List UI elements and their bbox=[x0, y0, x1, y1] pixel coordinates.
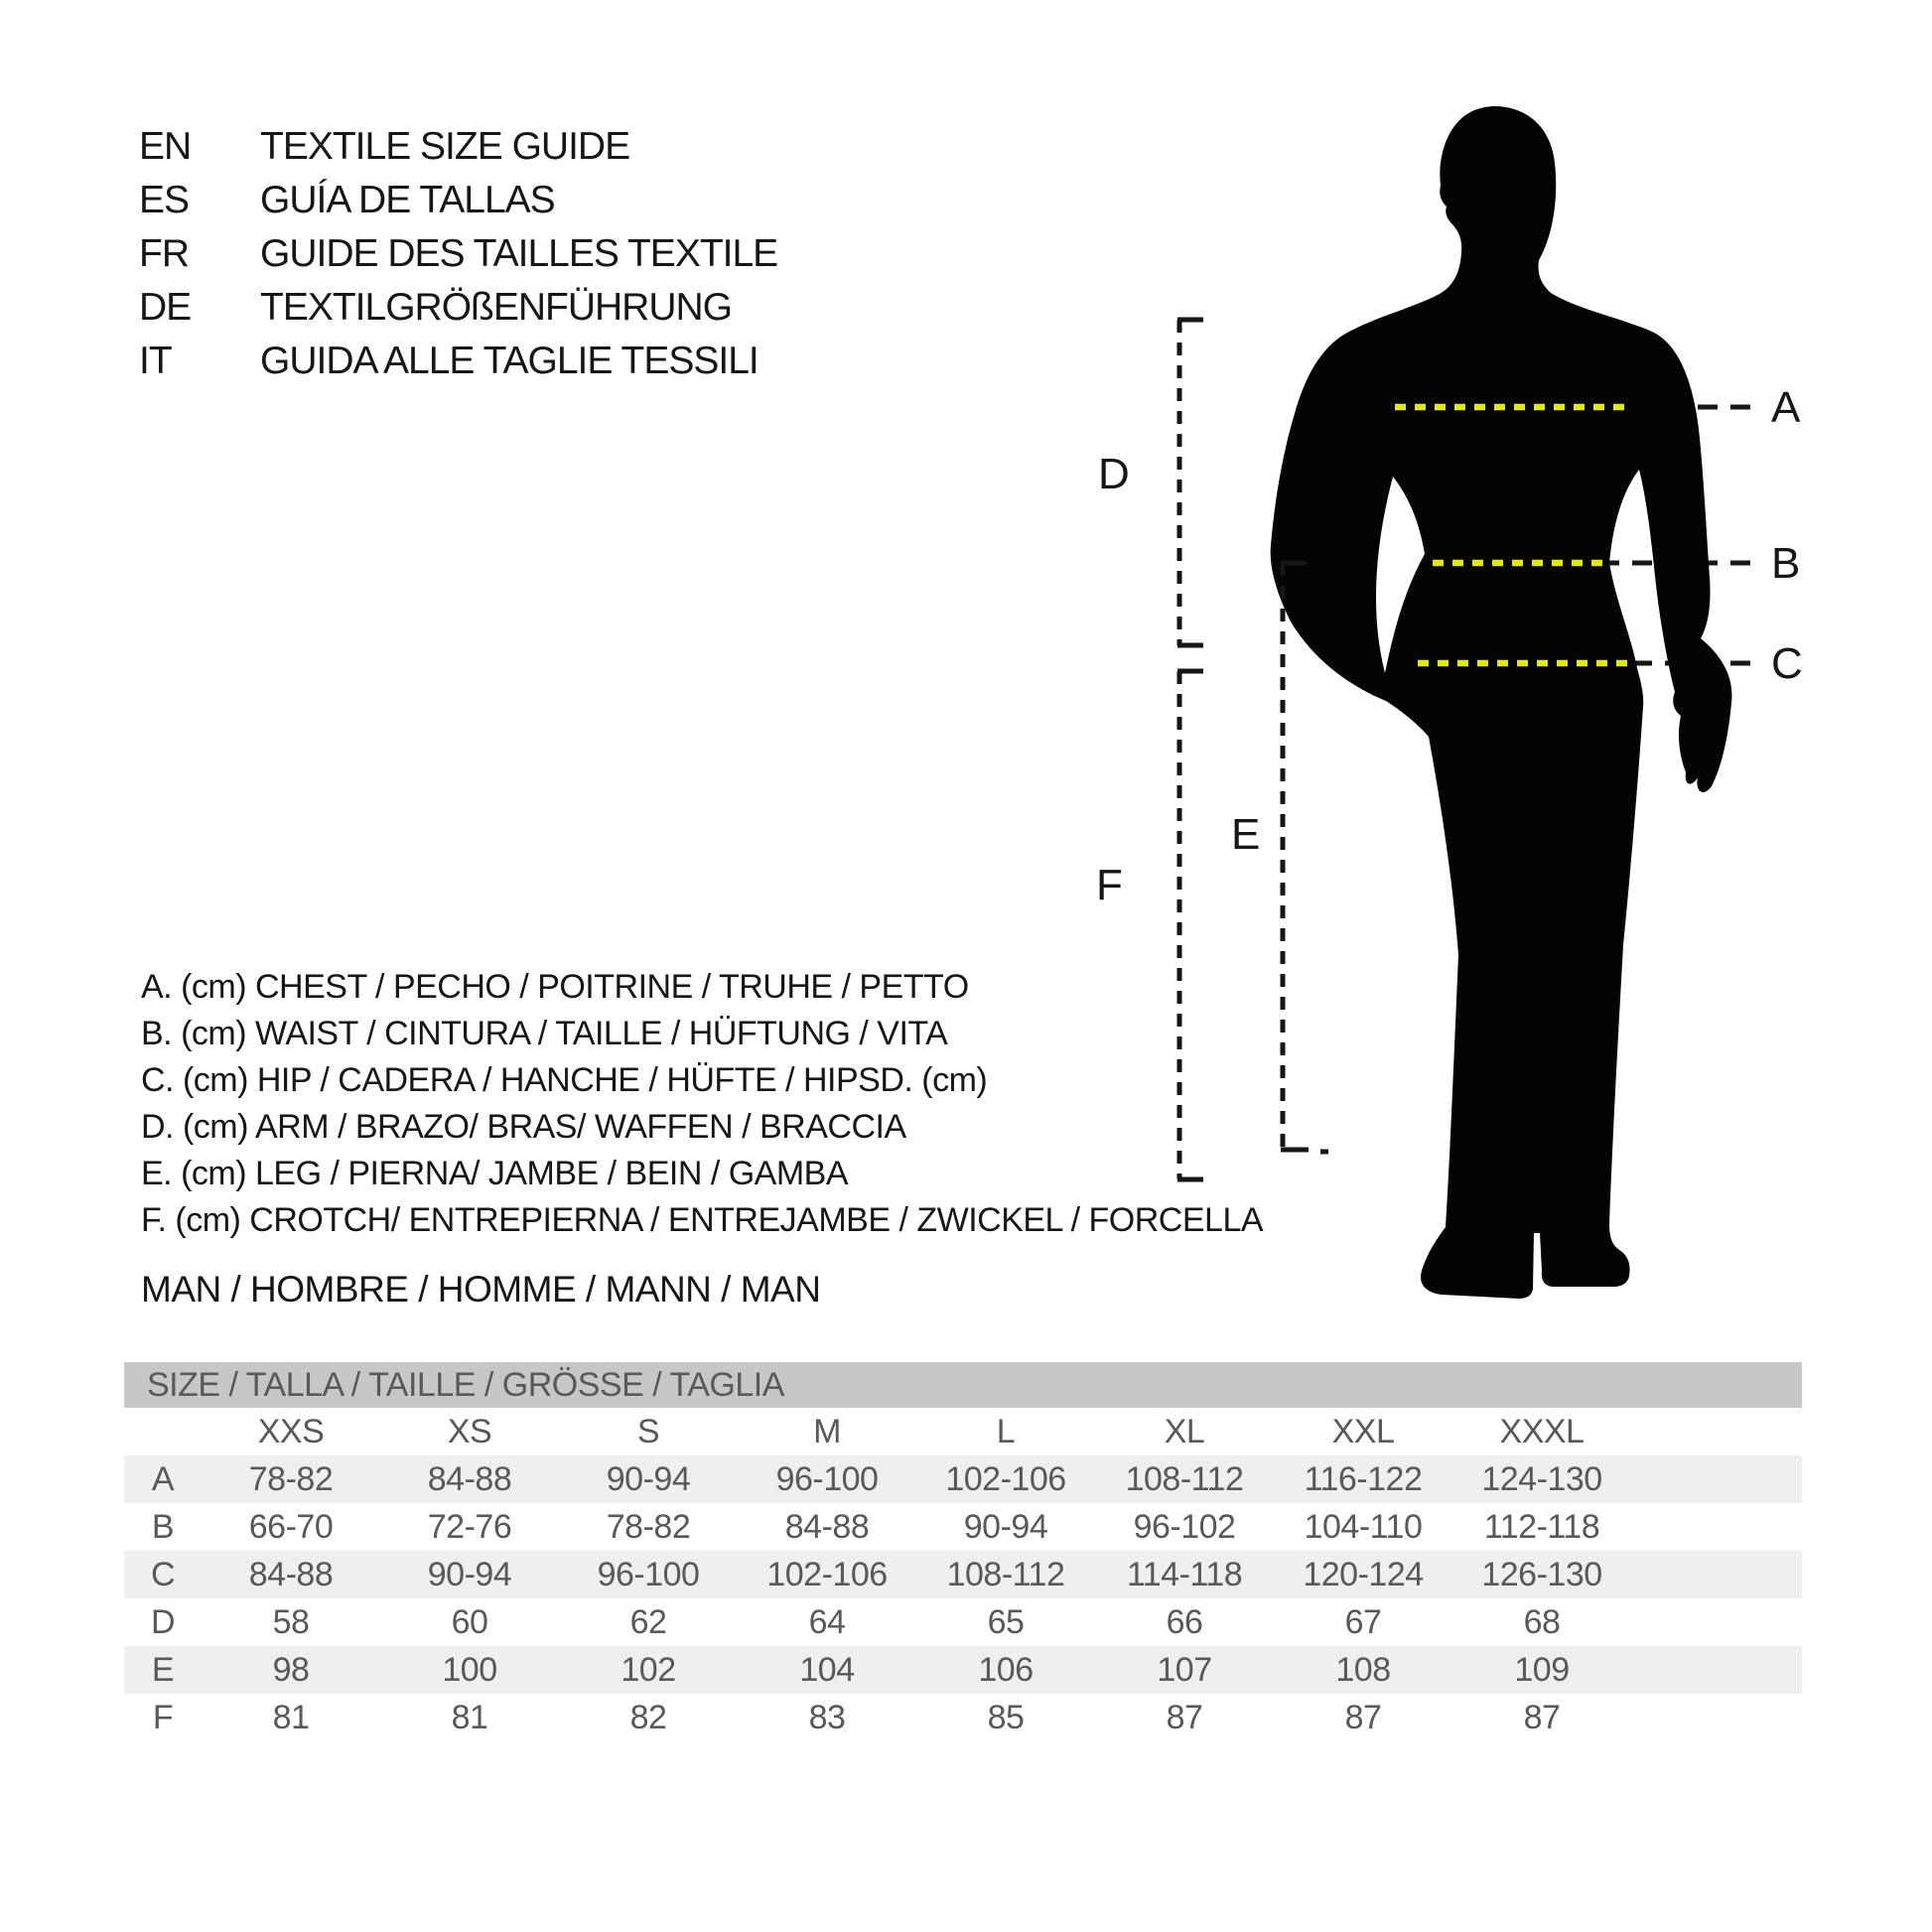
size-value-cell: 102-106 bbox=[766, 1555, 888, 1593]
size-table bbox=[124, 1408, 1802, 1741]
size-value-cell: 81 bbox=[272, 1698, 310, 1736]
size-header-row bbox=[124, 1408, 1802, 1455]
size-value-cell: 90-94 bbox=[963, 1507, 1048, 1546]
size-value-cell: 112-118 bbox=[1483, 1507, 1600, 1546]
language-guide-title: TEXTILE SIZE GUIDE bbox=[260, 125, 630, 168]
size-value-cell: 108 bbox=[1335, 1650, 1391, 1689]
size-column-header-xs: XS bbox=[447, 1412, 492, 1450]
size-value-cell: 87 bbox=[1344, 1698, 1382, 1736]
language-code: DE bbox=[139, 286, 192, 329]
size-value-cell: 96-100 bbox=[597, 1555, 700, 1593]
size-value-cell: 114-118 bbox=[1126, 1555, 1243, 1593]
size-value-cell: 109 bbox=[1514, 1650, 1570, 1689]
size-table-row-b bbox=[124, 1503, 1802, 1551]
size-column-header-l: L bbox=[996, 1412, 1016, 1450]
size-value-cell: 102 bbox=[621, 1650, 676, 1689]
arm-label: D bbox=[1098, 450, 1130, 498]
size-value-cell: 108-112 bbox=[946, 1555, 1065, 1593]
size-column-header-xl: XL bbox=[1164, 1412, 1205, 1450]
legend-line-d: D. (cm) ARM / BRAZO/ BRAS/ WAFFEN / BRACCIA bbox=[141, 1108, 906, 1146]
size-value-cell: 85 bbox=[987, 1698, 1025, 1736]
language-row-es bbox=[139, 174, 777, 227]
size-table-section bbox=[124, 1362, 1802, 1741]
size-column-header-xxs: XXS bbox=[257, 1412, 325, 1450]
category-line: MAN / HOMBRE / HOMME / MANN / MAN bbox=[141, 1269, 821, 1310]
size-column-header-xxl: XXL bbox=[1331, 1412, 1395, 1450]
waist-label: B bbox=[1771, 539, 1801, 588]
size-value-cell: 104 bbox=[799, 1650, 855, 1689]
size-value-cell: 120-124 bbox=[1303, 1555, 1424, 1593]
row-trailing-spacer bbox=[1631, 1551, 1802, 1598]
size-value-cell: 72-76 bbox=[427, 1507, 512, 1546]
size-value-cell: 81 bbox=[451, 1698, 488, 1736]
language-row-de bbox=[139, 281, 777, 335]
measure-row-label: E bbox=[151, 1650, 175, 1689]
size-value-cell: 106 bbox=[978, 1650, 1034, 1689]
size-value-cell: 96-100 bbox=[775, 1459, 879, 1498]
size-value-cell: 68 bbox=[1523, 1602, 1561, 1641]
size-value-cell: 84-88 bbox=[427, 1459, 512, 1498]
size-value-cell: 65 bbox=[987, 1602, 1025, 1641]
size-value-cell: 104-110 bbox=[1304, 1507, 1423, 1546]
measure-row-label: D bbox=[150, 1602, 176, 1641]
measure-row-label: B bbox=[151, 1507, 175, 1546]
size-value-cell: 66-70 bbox=[248, 1507, 334, 1546]
size-value-cell: 90-94 bbox=[427, 1555, 512, 1593]
legend-line-b: B. (cm) WAIST / CINTURA / TAILLE / HÜFTUNG / VITA bbox=[141, 1015, 948, 1052]
size-table-title: SIZE / TALLA / TAILLE / GRÖSSE / TAGLIA bbox=[147, 1365, 784, 1404]
row-trailing-spacer bbox=[1631, 1646, 1802, 1694]
size-value-cell: 78-82 bbox=[248, 1459, 334, 1498]
size-value-cell: 102-106 bbox=[945, 1459, 1066, 1498]
size-header-spacer bbox=[124, 1408, 202, 1455]
size-value-cell: 84-88 bbox=[248, 1555, 334, 1593]
size-value-cell: 87 bbox=[1523, 1698, 1561, 1736]
language-row-it bbox=[139, 335, 777, 388]
size-value-cell: 64 bbox=[808, 1602, 846, 1641]
size-value-cell: 78-82 bbox=[606, 1507, 691, 1546]
language-code: ES bbox=[139, 179, 190, 221]
size-table-row-f bbox=[124, 1694, 1802, 1741]
language-code: IT bbox=[139, 340, 172, 382]
size-value-cell: 96-102 bbox=[1133, 1507, 1236, 1546]
size-value-cell: 84-88 bbox=[784, 1507, 870, 1546]
size-value-cell: 107 bbox=[1157, 1650, 1212, 1689]
language-code: FR bbox=[139, 232, 189, 275]
size-value-cell: 90-94 bbox=[606, 1459, 691, 1498]
legend-line-a: A. (cm) CHEST / PECHO / POITRINE / TRUHE / PETTO bbox=[141, 968, 969, 1006]
size-value-cell: 67 bbox=[1344, 1602, 1382, 1641]
size-value-cell: 108-112 bbox=[1125, 1459, 1244, 1498]
legend-line-c: C. (cm) HIP / CADERA / HANCHE / HÜFTE / HIPSD. (cm) bbox=[141, 1061, 988, 1099]
size-table-row-c bbox=[124, 1551, 1802, 1598]
measure-row-label: C bbox=[150, 1555, 176, 1593]
size-value-cell: 126-130 bbox=[1481, 1555, 1602, 1593]
size-header-trailing-spacer bbox=[1631, 1408, 1802, 1455]
language-title-list bbox=[139, 120, 777, 388]
language-guide-title: GUIDA ALLE TAGLIE TESSILI bbox=[260, 340, 759, 382]
language-guide-title: GUÍA DE TALLAS bbox=[260, 179, 555, 221]
size-value-cell: 62 bbox=[629, 1602, 667, 1641]
size-column-header-s: S bbox=[636, 1412, 660, 1450]
size-value-cell: 60 bbox=[451, 1602, 488, 1641]
crotch-label: F bbox=[1096, 861, 1123, 909]
size-value-cell: 83 bbox=[808, 1698, 846, 1736]
size-value-cell: 100 bbox=[442, 1650, 497, 1689]
measure-row-label: F bbox=[152, 1698, 174, 1736]
language-row-en bbox=[139, 120, 777, 174]
hip-label: C bbox=[1771, 639, 1803, 688]
language-code: EN bbox=[139, 125, 192, 168]
size-value-cell: 116-122 bbox=[1304, 1459, 1423, 1498]
language-guide-title: TEXTILGRÖßENFÜHRUNG bbox=[260, 286, 733, 329]
chest-label: A bbox=[1771, 383, 1801, 432]
size-value-cell: 82 bbox=[629, 1698, 667, 1736]
size-value-cell: 58 bbox=[272, 1602, 310, 1641]
man-silhouette bbox=[1271, 106, 1732, 1299]
size-table-row-a bbox=[124, 1455, 1802, 1503]
legend-line-e: E. (cm) LEG / PIERNA/ JAMBE / BEIN / GAMBA bbox=[141, 1155, 849, 1192]
row-trailing-spacer bbox=[1631, 1694, 1802, 1741]
language-guide-title: GUIDE DES TAILLES TEXTILE bbox=[260, 232, 778, 275]
row-trailing-spacer bbox=[1631, 1598, 1802, 1646]
size-column-header-m: M bbox=[813, 1412, 841, 1450]
size-table-row-d bbox=[124, 1598, 1802, 1646]
row-trailing-spacer bbox=[1631, 1503, 1802, 1551]
row-trailing-spacer bbox=[1631, 1455, 1802, 1503]
leg-label: E bbox=[1231, 810, 1261, 859]
size-value-cell: 87 bbox=[1166, 1698, 1203, 1736]
size-value-cell: 124-130 bbox=[1481, 1459, 1602, 1498]
size-column-header-xxxl: XXXL bbox=[1499, 1412, 1585, 1450]
size-value-cell: 66 bbox=[1166, 1602, 1203, 1641]
measure-row-label: A bbox=[151, 1459, 175, 1498]
size-value-cell: 98 bbox=[272, 1650, 310, 1689]
language-row-fr bbox=[139, 227, 777, 281]
legend-line-f: F. (cm) CROTCH/ ENTREPIERNA / ENTREJAMBE / ZWICKEL / FORCELLA bbox=[141, 1201, 1264, 1239]
measure-legend-list bbox=[141, 964, 1263, 1244]
size-table-title-bar bbox=[124, 1362, 1802, 1408]
size-table-row-e bbox=[124, 1646, 1802, 1694]
